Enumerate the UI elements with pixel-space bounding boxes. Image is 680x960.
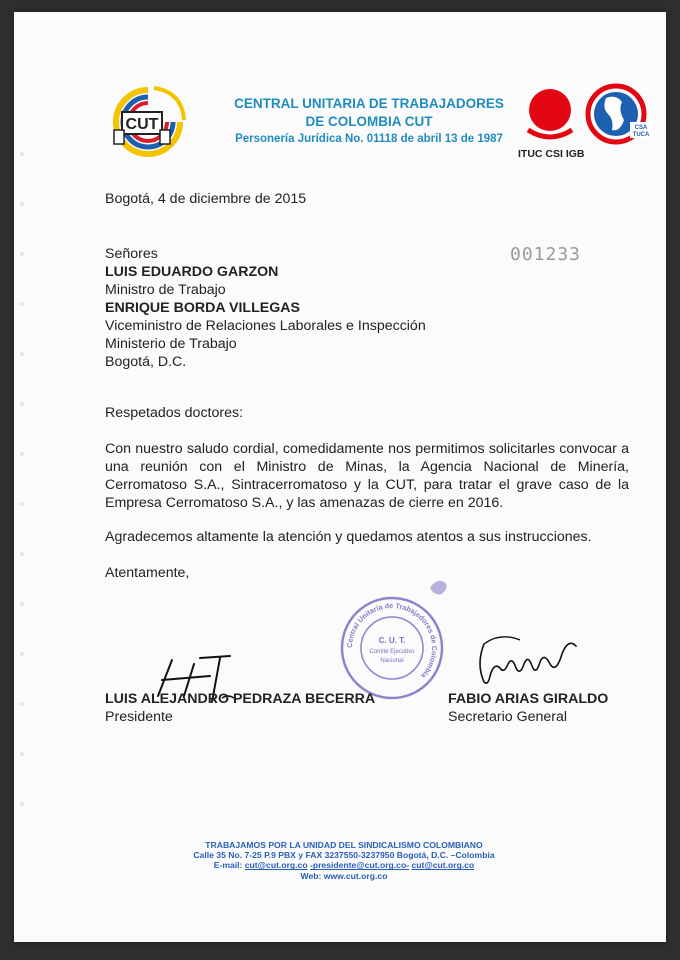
seal-center-line2: Comité Ejecutivo: [369, 649, 415, 655]
paragraph-request: Con nuestro saludo cordial, comedidamente nos permitimos solicitarles convocar a una reunión con el Ministro de Minas, la Agencia Nacional de Minería, Cerromatoso S.A., Sintracerromatoso y la CUT, para tratar el grave caso de la Empresa Cerromatoso S.A., y las amenazas de cierre en 2016.: [105, 441, 629, 511]
stamp-number: 001233: [510, 244, 582, 265]
cut-logo: [104, 84, 192, 160]
ink-mark: [426, 574, 452, 600]
recipient-name-2: ENRIQUE BORDA VILLEGAS: [105, 300, 300, 316]
signer-name-2: FABIO ARIAS GIRALDO: [448, 691, 609, 707]
footer-email-label: E-mail:: [213, 860, 243, 871]
paragraph-thanks: Agradecemos altamente la atención y quedamos atentos a sus instrucciones.: [105, 529, 592, 545]
letter-page: [14, 12, 666, 942]
closing: Atentamente,: [105, 565, 190, 581]
footer-emails: [164, 860, 524, 870]
footer-email-1[interactable]: cut@cut.org.co: [244, 860, 308, 871]
signer-role-2: Secretario General: [448, 709, 568, 725]
ituc-label: ITUC CSI IGB: [518, 148, 585, 160]
footer-email-2[interactable]: -presidente@cut.org.co-: [309, 860, 410, 871]
footer-address: Calle 35 No. 7-25 P.9 PBX y FAX 3237550-3237950 Bogotá, D.C. –Colombia: [193, 850, 495, 861]
seal-center-line3: Nacional: [380, 658, 404, 664]
org-name-line1: CENTRAL UNITARIA DE TRABAJADORES: [234, 96, 504, 111]
signer-name-1: LUIS ALEJANDRO PEDRAZA BECERRA: [105, 691, 376, 707]
ituc-logo: [522, 84, 582, 144]
greeting-line: Señores: [105, 246, 158, 262]
footer: [164, 840, 524, 881]
signer-role-1: Presidente: [105, 709, 173, 725]
punch-holes: [14, 12, 34, 942]
recipient-name-1: LUIS EDUARDO GARZON: [105, 264, 279, 280]
recipient-title-2: Viceministro de Relaciones Laborales e Inspección: [105, 318, 426, 334]
svg-text:CSA: CSA: [634, 125, 648, 131]
org-name-line2: DE COLOMBIA CUT: [305, 114, 433, 129]
org-legal-line: Personería Jurídica No. 01118 de abril 13 de 1987: [235, 133, 503, 145]
footer-web[interactable]: Web: www.cut.org.co: [300, 870, 388, 881]
csa-tuca-logo: [582, 80, 654, 152]
cut-logo-text: CUT: [125, 116, 159, 133]
cut-seal-stamp: [336, 592, 448, 704]
seal-center-line1: C. U. T.: [378, 636, 406, 645]
recipient-city: Bogotá, D.C.: [105, 354, 187, 370]
letter-date: Bogotá, 4 de diciembre de 2015: [105, 191, 307, 207]
footer-slogan: TRABAJAMOS POR LA UNIDAD DEL SINDICALISMO COLOMBIANO: [205, 840, 483, 850]
footer-email-3[interactable]: cut@cut.org.co: [411, 860, 475, 871]
recipient-org: Ministerio de Trabajo: [105, 336, 237, 352]
signature-arias: [470, 624, 590, 690]
salutation: Respetados doctores:: [105, 405, 244, 421]
recipient-title-1: Ministro de Trabajo: [105, 282, 226, 298]
seal-ring-text: Central Unitaria de Trabajadores de Colombia: [344, 600, 440, 681]
svg-text:TUCA: TUCA: [632, 132, 650, 138]
